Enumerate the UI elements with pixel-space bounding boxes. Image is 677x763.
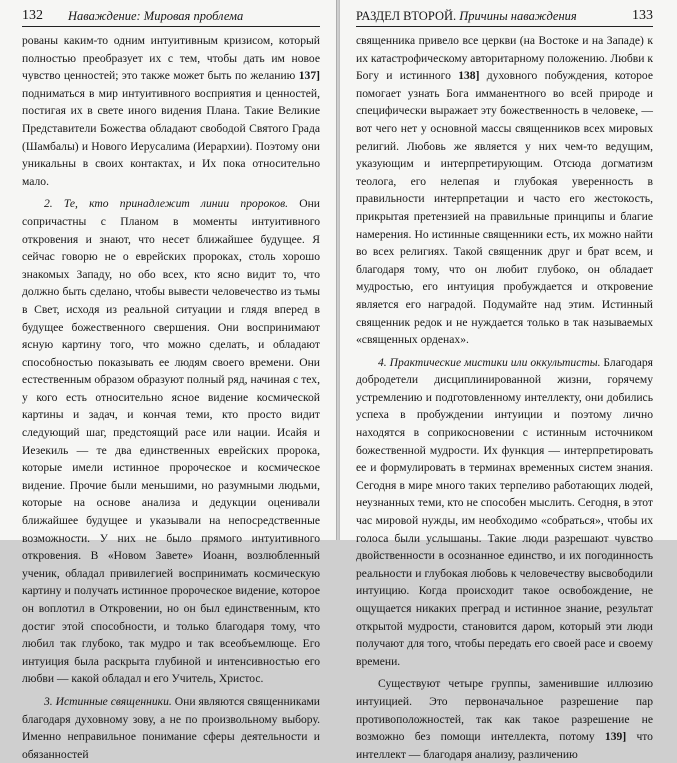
left-paragraph-2 bbox=[22, 195, 320, 688]
running-title-section: РАЗДЕЛ ВТОРОЙ. bbox=[356, 9, 457, 23]
section-label: 3. Истинные священники. bbox=[44, 694, 172, 708]
text-run: что интеллект — благодаря анализу, различению bbox=[356, 730, 653, 761]
right-paragraph-1 bbox=[356, 32, 653, 349]
right-header-rule bbox=[356, 26, 653, 27]
text-run: подниматься в мир интуитивного восприятия и ценностей, постигая их в свете иного видения Плана. Такие Великие Представители Божества обладают свободой Святого Града (Шамбалы) и Нового Иерусалима (Иерархии). Поэтому они уникальны в своих контактах, и Их пока относительно мало. bbox=[22, 86, 320, 188]
right-page-number: 133 bbox=[632, 8, 653, 23]
text-run: Благодаря добродетели дисциплинированной жизни, горячему устремлению и подготовленному интеллекту, они добились успеха в пробуждении интуиции и поэтому лично находятся в соприкосновении с истинным источником божественной мудрости. Их функция — интерпретировать ее и формулировать в терминах временных систем знания. Сегодня в мире много таких терпеливо работающих людей, неузнанных теми, кто не способен мыслить. Сегодня, в этот час мировой нужды, им необходимо «собраться», чтобы их голоса были услышаны. Такие люди разрешают чувство двойственности в осознанное единство, и их погодинность реальности и глубокая любовь к человечеству высвободили интуицию. Когда происходит такое освобождение, не ощущается никаких преград и истинное знание, результат открытой мудрости, становится даром, который эти люди получают для того, чтобы передать его своей расе и своему времени. bbox=[356, 355, 653, 668]
right-page bbox=[340, 0, 677, 761]
running-title-chapter: Причины наваждения bbox=[459, 9, 577, 23]
left-page-body bbox=[22, 32, 320, 763]
left-paragraph-1 bbox=[22, 32, 320, 190]
section-label: 2. Те, кто принадлежит линии пророков. bbox=[44, 197, 289, 211]
left-page bbox=[0, 0, 336, 761]
page-break-marker: 139] bbox=[604, 730, 627, 744]
left-running-title: Наваждение: Мировая проблема bbox=[68, 9, 244, 23]
right-running-title bbox=[356, 8, 577, 24]
text-run: Они являются священниками благодаря духовному зову, а не по произвольному выбору. Именно неправильное понимание сферы деятельности и обязанностей bbox=[22, 694, 321, 761]
left-paragraph-3 bbox=[22, 693, 320, 763]
page-break-marker: 137] bbox=[298, 69, 320, 83]
left-page-number: 132 bbox=[22, 8, 43, 23]
right-paragraph-2 bbox=[356, 354, 653, 671]
left-header-rule bbox=[22, 26, 320, 27]
text-run: Существуют четыре группы, заменившие иллюзию интуицией. Это первоначальное разрешение пар противоположностей, так как такое разрешение не возможно без помощи интеллекта, потому bbox=[356, 677, 653, 744]
text-run: духовного побуждения, которое помогает узнать Бога имманентного во всей природе и специфически выражает эту божественность в человеке, — вот чего нет у основной массы священников всех мировых религий. Любовь же является у них чем-то ведущим, указующим и интерпретирующим. Отсюда догматизм теолога, его нелепая и глубокая уверенность в правильности интерпретации и часто его жестокость, прикрытая претензией на правильные принципы и благие намерения. Но истинные священники есть, их можно найти во всех религиях. Такой священник друг и брат всем, и благодаря тому, что он любит глубоко, он обладает мудростью, его интуиция пробуждается и откровение является его наградой. Подумайте над этим. Истинный священник редок и не нуждается только в так называемых «священных орденах». bbox=[356, 69, 653, 347]
section-label: 4. Практические мистики или оккультисты. bbox=[378, 355, 601, 369]
right-paragraph-3 bbox=[356, 675, 653, 763]
right-page-body bbox=[356, 32, 653, 763]
text-run: священника привело все церкви (на Востоке и на Западе) к их катастрофическому авторитарному положению. Любви к Богу и истинного bbox=[356, 34, 653, 83]
page-break-marker: 138] bbox=[458, 69, 480, 83]
right-running-header bbox=[356, 8, 653, 24]
text-run: Они сопричастны с Планом в моменты интуитивного откровения и знают, что несет ближайшее будущее. Я сейчас говорю не о еврейских пророках, столь хорошо знакомых Западу, но обо всех, кто ясно видит то, что должно быть сделано, чтобы вывести человечество из тьмы в Свет, исходя из реальной ситуации и глядя вперед в будущее божественного свершения. Они воспринимают ясную картину того, что можно сделать, и обладают способностью показывать ее людям своего времени. Они естественным образом образуют полный ряд, начиная с тех, у кого есть относительно ясное видение космической картины и задач, и кончая теми, кто просто видит следующий шаг, предстоящий расе или нации. Исайя и Иезекиль — те два единственных еврейских пророка, которые имели истинное пророческое и космическое видение. Прочие были меньшими, но разумными людьми, которые на основе анализа и дедукции оценивали ближайшее будущее и указывали на непосредственные возможности. У них не было прямого интуитивного откровения. В «Новом Завете» Иоанн, возлюбленный ученик, обладал привилегией воспринимать космическую картину и получать истинное пророческое видение, которое он воплотил в Откровении, но он был единственным, кто достиг этой способности, и только благодаря тому, что любил так глубоко, так мудро и так всеобъемлюще. Его интуиция была раскрыта глубиной и интенсивностью его любви — какой обладал и его Учитель, Христос. bbox=[22, 197, 320, 686]
left-running-header bbox=[22, 8, 320, 24]
text-run: рованы каким-то одним интуитивным кризисом, который полностью преобразует их с тем, чтобы дать им новое чувство ценностей; это также может быть по желанию bbox=[22, 34, 320, 83]
